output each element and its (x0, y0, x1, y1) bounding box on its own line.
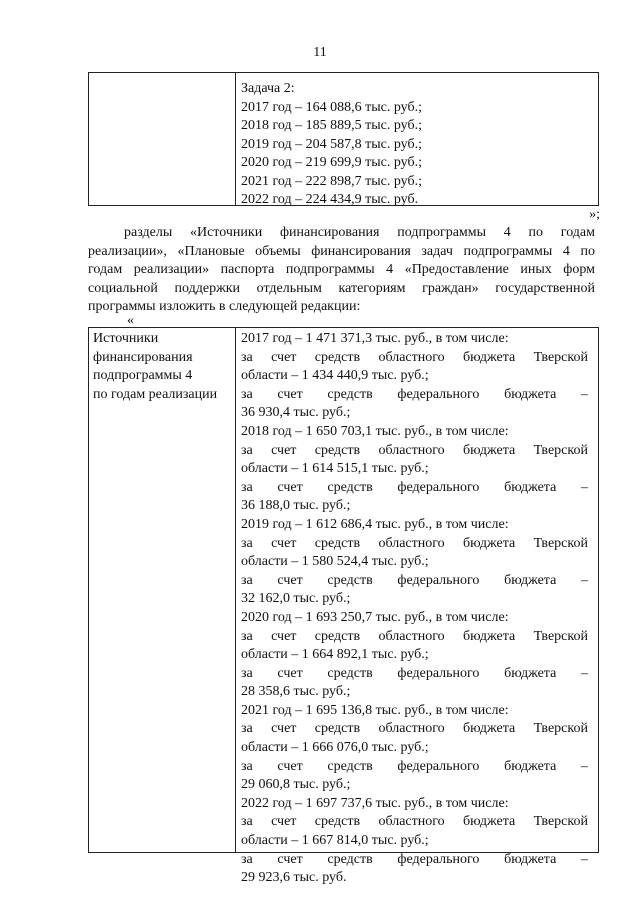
task-year-2021: 2021 год – 222 898,7 тыс. руб.; (241, 173, 422, 189)
label-line-4: по годам реализации (93, 386, 218, 402)
federal-source-line (241, 386, 588, 405)
top-table-right-cell (241, 80, 592, 210)
federal-source-line (241, 851, 588, 870)
federal-word: бюджета (504, 479, 557, 495)
year-block (241, 609, 588, 702)
year-total: 2018 год – 1 650 703,1 тыс. руб., в том числе: (241, 423, 509, 439)
federal-word: за (241, 665, 253, 681)
regional-word: счет (271, 535, 297, 551)
federal-word: бюджета (504, 572, 557, 588)
federal-word: бюджета (504, 758, 557, 774)
year-total: 2021 год – 1 695 136,8 тыс. руб., в том числе: (241, 702, 509, 718)
regional-word: областного (378, 628, 445, 644)
federal-word: счет (277, 665, 303, 681)
federal-word: бюджета (504, 851, 557, 867)
federal-word: за (241, 386, 253, 402)
federal-word: за (241, 572, 253, 588)
regional-word: за (241, 628, 253, 644)
paragraph-line-4: социальной поддержки отдельным категориям граждан» государственной (88, 280, 595, 296)
federal-word: – (580, 386, 588, 402)
regional-amount: области – 1 667 814,0 тыс. руб.; (241, 833, 429, 849)
paragraph-line-5: программы изложить в следующей редакции: (88, 299, 361, 314)
year-block (241, 516, 588, 609)
federal-word: средств (327, 665, 373, 681)
regional-word: бюджета (463, 535, 516, 551)
federal-source-line (241, 479, 588, 498)
regional-source-line (241, 720, 588, 739)
federal-word: федерального (397, 479, 480, 495)
task-year-2017: 2017 год – 164 088,6 тыс. руб.; (241, 99, 422, 115)
regional-word: счет (271, 442, 297, 458)
task-year-2019: 2019 год – 204 587,8 тыс. руб.; (241, 136, 422, 152)
closing-quote: »; (589, 207, 600, 222)
paragraph-line-2: реализации», «Плановые объемы финансирования задач подпрограммы 4 по (88, 243, 595, 259)
regional-word: Тверской (533, 535, 588, 551)
federal-word: за (241, 851, 253, 867)
regional-word: средств (314, 535, 361, 551)
federal-source-line (241, 572, 588, 591)
regional-word: за (241, 535, 253, 551)
federal-amount: 29 060,8 тыс. руб.; (241, 777, 351, 793)
regional-word: бюджета (463, 721, 516, 737)
regional-amount: области – 1 434 440,9 тыс. руб.; (241, 368, 429, 384)
funding-table-values-cell (241, 330, 588, 888)
regional-word: за (241, 814, 253, 830)
task-year-2018: 2018 год – 185 889,5 тыс. руб.; (241, 118, 422, 133)
federal-word: счет (277, 479, 303, 495)
federal-word: счет (277, 851, 303, 867)
funding-table-label-cell (89, 328, 236, 852)
federal-word: средств (327, 758, 373, 774)
federal-word: федерального (397, 386, 480, 402)
paragraph (88, 224, 595, 317)
federal-amount: 29 923,6 тыс. руб. (241, 870, 347, 886)
federal-word: – (580, 665, 588, 681)
federal-word: – (580, 572, 588, 588)
regional-word: бюджета (463, 442, 516, 458)
federal-word: федерального (397, 758, 480, 774)
federal-word: за (241, 758, 253, 774)
page-number: 11 (313, 45, 327, 60)
regional-word: Тверской (533, 442, 588, 458)
regional-word: за (241, 442, 253, 458)
regional-amount: области – 1 664 892,1 тыс. руб.; (241, 647, 429, 663)
federal-word: счет (277, 572, 303, 588)
regional-source-line (241, 628, 588, 647)
regional-word: областного (378, 814, 445, 830)
year-total: 2020 год – 1 693 250,7 тыс. руб., в том числе: (241, 609, 509, 625)
regional-source-line (241, 349, 588, 368)
task-title: Задача 2: (241, 81, 295, 96)
regional-word: бюджета (463, 628, 516, 644)
regional-word: бюджета (463, 349, 516, 365)
federal-word: за (241, 479, 253, 495)
federal-word: – (580, 851, 588, 867)
task-year-2020: 2020 год – 219 699,9 тыс. руб.; (241, 155, 422, 170)
federal-word: средств (327, 479, 373, 495)
federal-word: федерального (397, 851, 480, 867)
year-block (241, 423, 588, 516)
federal-word: бюджета (504, 665, 557, 681)
regional-word: областного (378, 442, 445, 458)
federal-word: счет (277, 758, 303, 774)
regional-word: счет (271, 628, 297, 644)
label-line-3: подпрограммы 4 (93, 368, 193, 383)
regional-word: средств (314, 721, 361, 737)
federal-source-line (241, 758, 588, 777)
regional-word: счет (271, 349, 297, 365)
regional-word: за (241, 349, 253, 365)
regional-word: средств (314, 442, 361, 458)
year-total: 2019 год – 1 612 686,4 тыс. руб., в том числе: (241, 516, 509, 532)
federal-source-line (241, 665, 588, 684)
federal-amount: 36 930,4 тыс. руб.; (241, 405, 351, 421)
federal-amount: 32 162,0 тыс. руб.; (241, 591, 351, 607)
regional-word: средств (314, 814, 361, 830)
regional-word: за (241, 721, 253, 737)
regional-word: областного (378, 535, 445, 551)
year-block (241, 795, 588, 888)
regional-word: счет (271, 814, 297, 830)
paragraph-line-3: годам реализации» паспорта подпрограммы 4 «Предоставление иных форм (88, 262, 595, 277)
regional-word: Тверской (533, 721, 588, 737)
regional-word: Тверской (533, 349, 588, 365)
year-block (241, 330, 588, 423)
label-line-1: Источники (93, 331, 159, 346)
paragraph-line-1: разделы «Источники финансирования подпрограммы 4 по годам (124, 225, 595, 240)
regional-source-line (241, 442, 588, 461)
federal-word: счет (277, 386, 303, 402)
regional-word: областного (378, 349, 445, 365)
regional-word: средств (314, 349, 361, 365)
year-block (241, 702, 588, 795)
year-total: 2017 год – 1 471 371,3 тыс. руб., в том числе: (241, 331, 509, 346)
label-line-2: финансирования (93, 349, 193, 365)
regional-source-line (241, 535, 588, 554)
federal-word: средств (327, 851, 373, 867)
federal-word: федерального (397, 572, 480, 588)
regional-source-line (241, 813, 588, 832)
regional-word: счет (271, 721, 297, 737)
regional-word: Тверской (533, 814, 588, 830)
funding-table (88, 327, 599, 886)
regional-word: бюджета (463, 814, 516, 830)
federal-word: – (580, 758, 588, 774)
top-table-left-cell (89, 73, 236, 205)
federal-word: федерального (397, 665, 480, 681)
regional-word: средств (314, 628, 361, 644)
federal-word: средств (327, 386, 373, 402)
federal-word: – (580, 479, 588, 495)
top-table (88, 72, 599, 206)
task-year-2022: 2022 год – 224 434,9 тыс. руб. (241, 192, 419, 207)
regional-word: Тверской (533, 628, 588, 644)
federal-amount: 36 188,0 тыс. руб.; (241, 498, 351, 514)
federal-word: бюджета (504, 386, 557, 402)
federal-word: средств (327, 572, 373, 588)
federal-amount: 28 358,6 тыс. руб.; (241, 684, 351, 700)
regional-amount: области – 1 666 076,0 тыс. руб.; (241, 740, 429, 756)
regional-amount: области – 1 614 515,1 тыс. руб.; (241, 461, 429, 477)
opening-quote: « (127, 313, 134, 328)
year-total: 2022 год – 1 697 737,6 тыс. руб., в том числе: (241, 795, 509, 811)
regional-amount: области – 1 580 524,4 тыс. руб.; (241, 554, 429, 570)
regional-word: областного (378, 721, 445, 737)
